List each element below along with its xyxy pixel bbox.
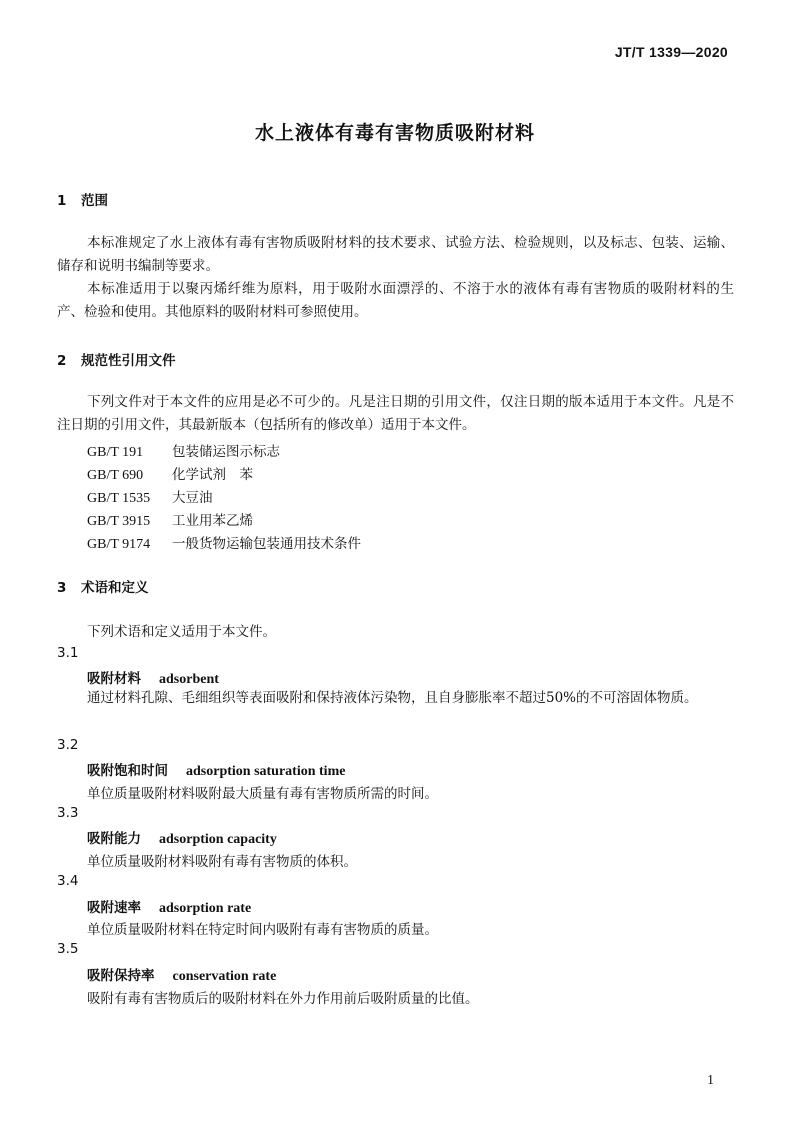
term-heading — [87, 896, 251, 917]
term-heading — [87, 964, 276, 985]
term-heading — [87, 667, 219, 688]
section-heading-scope — [57, 189, 108, 209]
term-en: adsorbent — [159, 672, 219, 687]
reference-item — [87, 509, 253, 530]
section-title: 规范性引用文件 — [81, 353, 176, 369]
term-number: 3.1 — [57, 645, 79, 661]
normative-refs-intro: 下列文件对于本文件的应用是必不可少的。凡是注日期的引用文件，仅注日期的版本适用于本文件。凡是不注日期的引用文件，其最新版本（包括所有的修改单）适用于本文件。 — [57, 394, 734, 433]
term-definition: 单位质量吸附材料在特定时间内吸附有毒有害物质的质量。 — [87, 922, 438, 938]
term-definition: 单位质量吸附材料吸附最大质量有毒有害物质所需的时间。 — [87, 786, 438, 802]
term-en: adsorption capacity — [159, 832, 277, 847]
term-number: 3.5 — [57, 941, 79, 957]
term-definition: 单位质量吸附材料吸附有毒有害物质的体积。 — [87, 854, 357, 870]
standard-code: JT/T 1339—2020 — [614, 44, 728, 60]
term-definition: 通过材料孔隙、毛细组织等表面吸附和保持液体污染物，且自身膨胀率不超过50%的不可溶固体物质。 — [87, 690, 698, 706]
term-heading — [87, 759, 345, 780]
reference-code: GB/T 3915 — [87, 514, 151, 529]
term-en: adsorption saturation time — [186, 764, 346, 779]
term-number: 3.4 — [57, 873, 79, 889]
reference-item — [87, 440, 280, 461]
term-zh: 吸附保持率 — [87, 968, 155, 984]
reference-code: GB/T 690 — [87, 468, 144, 483]
page-number: 1 — [707, 1073, 714, 1088]
term-en: adsorption rate — [159, 901, 252, 916]
reference-item — [87, 532, 361, 553]
term-zh: 吸附速率 — [87, 900, 141, 916]
section-heading-terms — [57, 576, 149, 596]
reference-title: 大豆油 — [172, 490, 213, 506]
reference-title: 化学试剂 苯 — [172, 467, 253, 483]
term-heading — [87, 827, 277, 848]
section-number: 1 — [57, 193, 67, 209]
scope-paragraph-2: 本标准适用于以聚丙烯纤维为原料，用于吸附水面漂浮的、不溶于水的液体有毒有害物质的吸附材料的生产、检验和使用。其他原料的吸附材料可参照使用。 — [57, 281, 734, 320]
term-en: conservation rate — [172, 969, 277, 984]
reference-item — [87, 486, 213, 507]
term-number: 3.2 — [57, 737, 79, 753]
reference-title: 工业用苯乙烯 — [172, 513, 253, 529]
section-number: 2 — [57, 353, 67, 369]
section-title: 范围 — [81, 193, 108, 209]
term-number: 3.3 — [57, 805, 79, 821]
reference-code: GB/T 1535 — [87, 491, 151, 506]
section-title: 术语和定义 — [81, 580, 149, 596]
reference-title: 一般货物运输包装通用技术条件 — [172, 536, 361, 552]
reference-title: 包装储运图示标志 — [172, 444, 280, 460]
reference-code: GB/T 9174 — [87, 537, 151, 552]
term-zh: 吸附饱和时间 — [87, 763, 168, 779]
document-title: 水上液体有毒有害物质吸附材料 — [254, 122, 535, 144]
reference-code: GB/T 191 — [87, 445, 144, 460]
term-zh: 吸附能力 — [87, 831, 141, 847]
term-definition: 吸附有毒有害物质后的吸附材料在外力作用前后吸附质量的比值。 — [87, 991, 479, 1007]
term-zh: 吸附材料 — [87, 671, 141, 687]
scope-paragraph-1: 本标准规定了水上液体有毒有害物质吸附材料的技术要求、试验方法、检验规则，以及标志、包装、运输、储存和说明书编制等要求。 — [57, 235, 734, 274]
reference-item — [87, 463, 253, 484]
section-heading-normative-refs — [57, 349, 176, 369]
section-number: 3 — [57, 580, 67, 596]
terms-intro: 下列术语和定义适用于本文件。 — [87, 624, 276, 640]
